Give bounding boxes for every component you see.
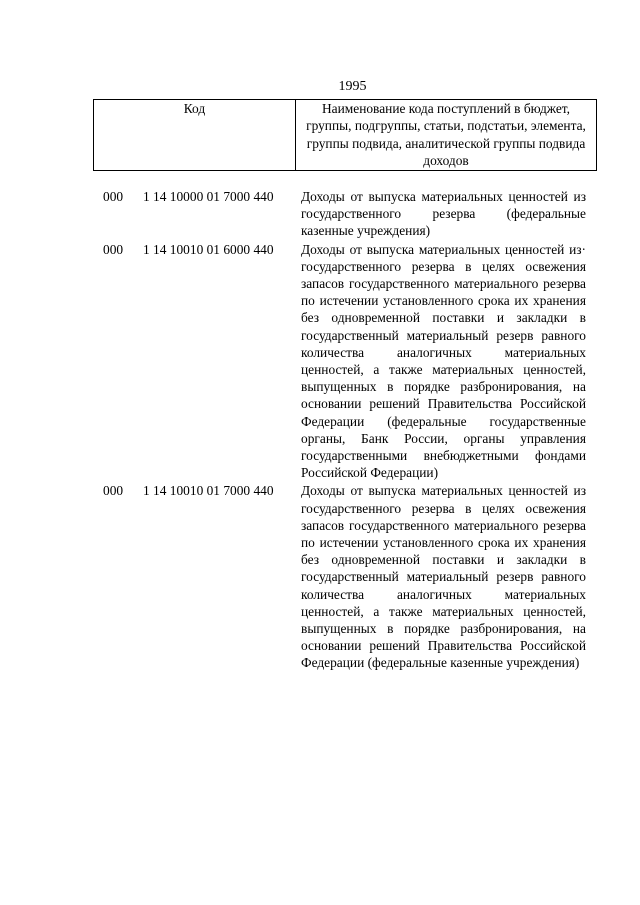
- budget-code: 1 14 10010 01 7000 440: [143, 483, 274, 499]
- admin-code: 000: [103, 189, 124, 204]
- income-name: Доходы от выпуска материальных ценностей из· государственного резерва в целях освежения запасов государственного материального резерва по истечении установленного срока их хранения без одновременной поставки и закладки в государственный материальный резерв равного количества аналогичных материальных ценностей, а также материальных ценностей, выпущенных в порядке разбронирования, на основании решений Правительства Российской Федерации (федеральные государственные органы, Банк России, органы управления государственными внебюджетными фондами Российской Федерации): [301, 241, 586, 481]
- table-row: [0, 241, 640, 482]
- header-name-cell: Наименование кода поступлений в бюджет, группы, подгруппы, статьи, подстатьи, элемента, группы подвида, аналитической группы подвида доходов: [306, 101, 586, 169]
- income-name: Доходы от выпуска материальных ценностей из государственного резерва в целях освежения запасов государственного материального резерва по истечении установленного срока их хранения без одновременной поставки и закладки в государственный материальный резерв равного количества аналогичных материальных ценностей, а также материальных ценностей, выпущенных в порядке разбронирования, на основании решений Правительства Российской Федерации (федеральные казенные учреждения): [301, 483, 586, 671]
- table-header: [93, 99, 597, 171]
- budget-code: 1 14 10000 01 7000 440: [143, 189, 274, 204]
- table-row: [0, 482, 640, 671]
- table-body: [0, 188, 640, 672]
- admin-code: 000: [103, 483, 124, 499]
- page-number: 1995: [338, 79, 367, 94]
- admin-code: 000: [103, 241, 124, 257]
- income-name: Доходы от выпуска материальных ценностей из государственного резерва (федеральные казенные учреждения): [301, 189, 586, 239]
- table-row: [0, 188, 640, 240]
- header-code-cell: Код: [94, 100, 296, 170]
- budget-code: 1 14 10010 01 6000 440: [143, 241, 274, 257]
